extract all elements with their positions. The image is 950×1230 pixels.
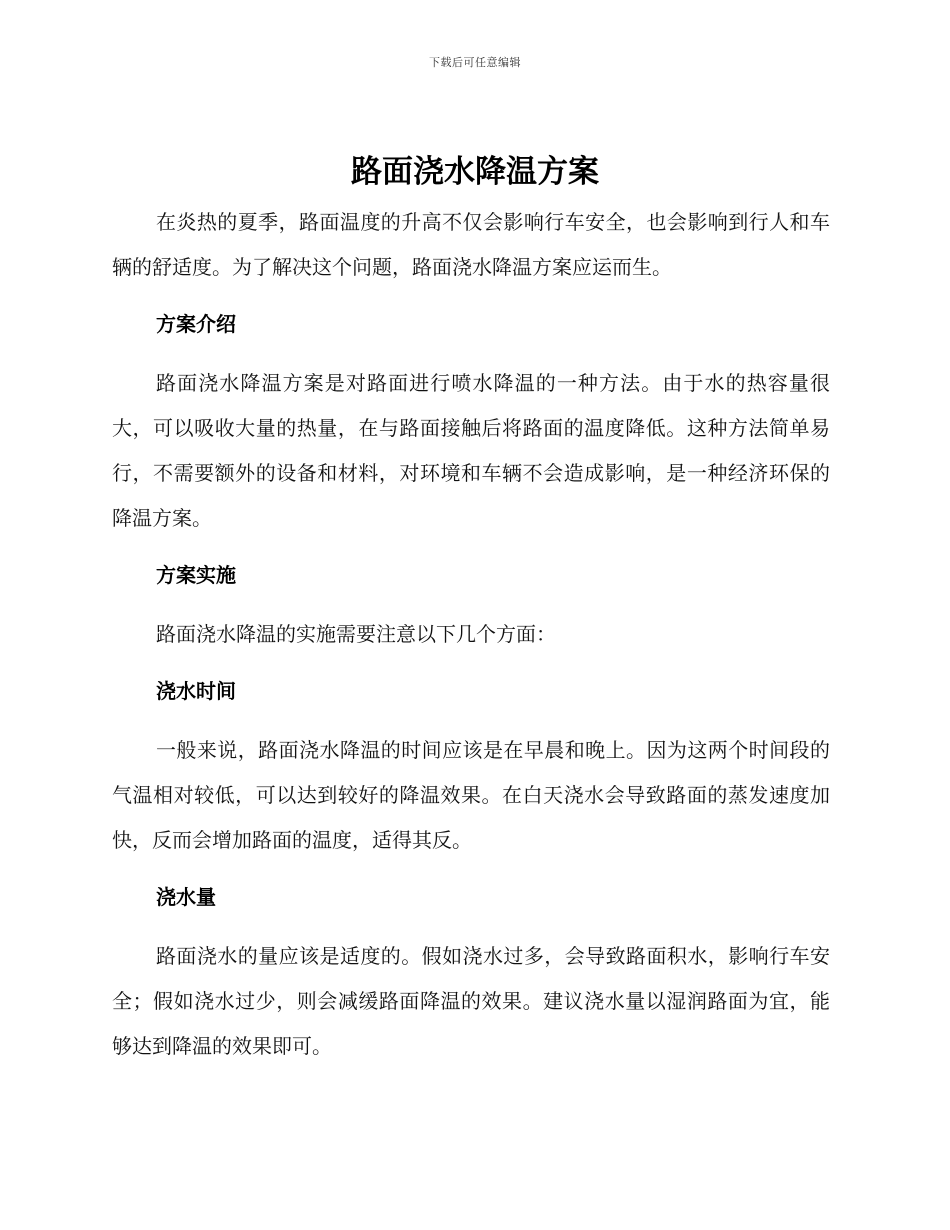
section-paragraph-introduction: 路面浇水降温方案是对路面进行喷水降温的一种方法。由于水的热容量很大，可以吸收大量的热量，在与路面接触后将路面的温度降低。这种方法简单易行，不需要额外的设备和材料，对环境和车辆不会造成影响，是一种经济环保的降温方案。 xyxy=(112,371,830,530)
section-paragraph-watering-time: 一般来说，路面浇水降温的时间应该是在早晨和晚上。因为这两个时间段的气温相对较低，可以达到较好的降温效果。在白天浇水会导致路面的蒸发速度加快，反而会增加路面的温度，适得其反。 xyxy=(112,738,830,852)
intro-paragraph: 在炎热的夏季，路面温度的升高不仅会影响行车安全，也会影响到行人和车辆的舒适度。为了解决这个问题，路面浇水降温方案应运而生。 xyxy=(112,210,830,279)
section-heading-watering-time: 浇水时间 xyxy=(156,679,236,703)
section-paragraph-implementation: 路面浇水降温的实施需要注意以下几个方面： xyxy=(156,622,556,646)
section-heading-watering-amount: 浇水量 xyxy=(156,885,216,909)
section-heading-implementation: 方案实施 xyxy=(156,563,236,587)
section-paragraph-watering-amount: 路面浇水的量应该是适度的。假如浇水过多，会导致路面积水，影响行车安全；假如浇水过少，则会减缓路面降温的效果。建议浇水量以湿润路面为宜，能够达到降温的效果即可。 xyxy=(112,944,830,1058)
document-title: 路面浇水降温方案 xyxy=(351,154,599,190)
header-note: 下载后可任意编辑 xyxy=(429,56,521,69)
section-heading-introduction: 方案介绍 xyxy=(156,312,236,336)
document-body xyxy=(112,200,830,1069)
